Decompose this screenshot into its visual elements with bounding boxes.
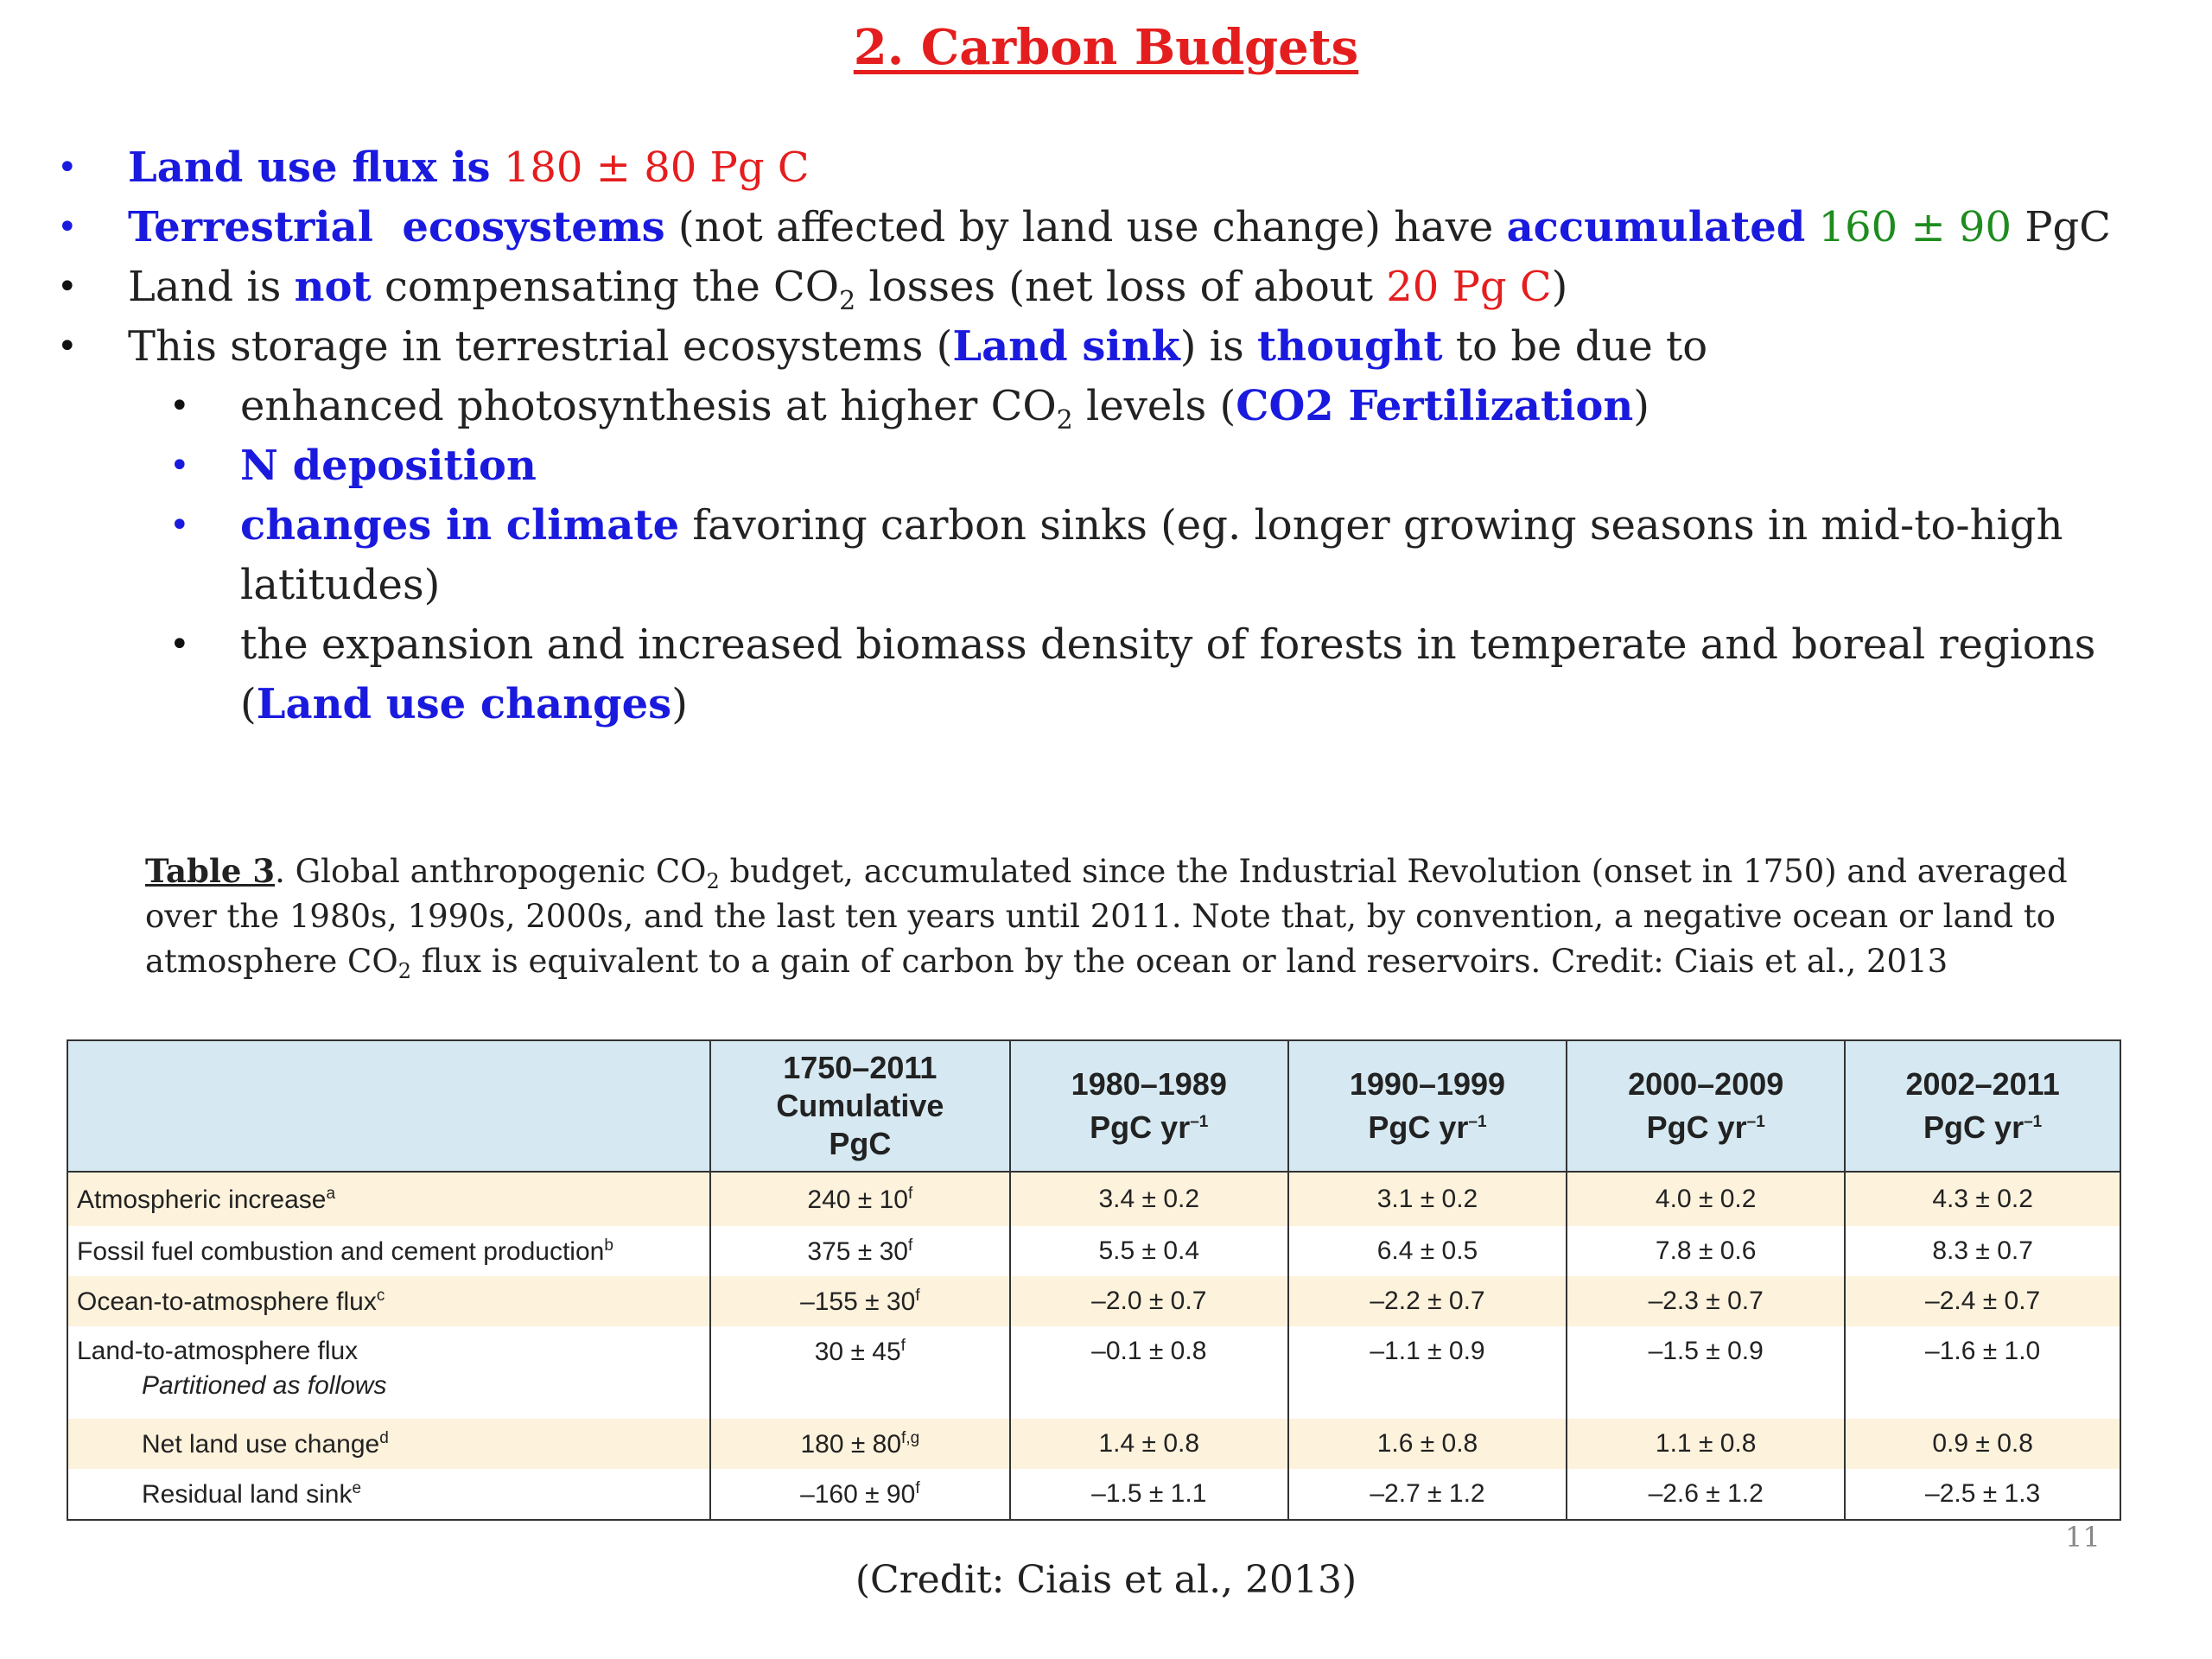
- row-label: Net land use change$^d$: [67, 1419, 710, 1469]
- bullet-text-bold: thought: [1256, 322, 1443, 371]
- bullet-text-bold: Terrestrial ecosystems: [128, 203, 665, 251]
- credit-line: (Credit: Ciais et al., 2013): [855, 1558, 1357, 1602]
- table-cell: –2.0 ± 0.7: [1010, 1276, 1288, 1326]
- land-use-flux-value: 180 ± 80 Pg C: [503, 143, 810, 192]
- table-cell: 5.5 ± 0.4: [1010, 1226, 1288, 1276]
- page-number: 11: [2065, 1521, 2101, 1554]
- bullet-dot: •: [169, 625, 190, 664]
- caption-text: . Global anthropogenic CO: [275, 853, 707, 890]
- row-label: Residual land sink$^e$: [142, 1478, 362, 1509]
- table-row: [67, 1469, 2120, 1520]
- row-label: Land-to-atmosphere flux Partitioned as follows: [67, 1326, 710, 1419]
- table-cell: –2.5 ± 1.3: [1845, 1469, 2120, 1520]
- table-cell: 8.3 ± 0.7: [1845, 1226, 2120, 1276]
- slide-title: 2. Carbon Budgets: [853, 19, 1359, 76]
- table-cell: 4.3 ± 0.2: [1845, 1172, 2120, 1226]
- table-cell: –1.5 ± 1.1: [1010, 1469, 1288, 1520]
- bullet-text: (not affected by land use change) have: [664, 203, 1507, 251]
- subbullet-n-deposition: [0, 436, 2107, 496]
- caption-text: budget, accumulated since the Industrial Revolution (onset in 1750) and averaged over the 1980s, 1990s, 2000s, and the last ten years until 2011. Note that, by convention, a negative ocean or land to atmosphere CO: [145, 853, 2078, 980]
- table-cell: –2.4 ± 0.7: [1845, 1276, 2120, 1326]
- header-1980-1989: 1980–1989 PgC $yr^{-1}$: [1010, 1040, 1288, 1172]
- bullet-dot: •: [57, 207, 78, 247]
- bullet-dot: •: [57, 148, 78, 188]
- bullet-text: PgC: [2012, 203, 2112, 251]
- subscript: 2: [397, 959, 411, 983]
- bullet-text: ): [671, 680, 688, 728]
- table-cell: –0.1 ± 0.8: [1010, 1326, 1288, 1419]
- bullet-text-bold: accumulated: [1506, 203, 1806, 251]
- bullet-text: Land is: [128, 263, 295, 311]
- table-cell: 1.6 ± 0.8: [1288, 1419, 1567, 1469]
- bullet-dot: •: [169, 446, 190, 486]
- table-row: [67, 1172, 2120, 1226]
- bullet-text: the expansion and increased biomass density of forests in temperate and boreal regions (: [240, 620, 2096, 728]
- table-cell: $180 \pm 80^{f,g}$: [710, 1419, 1010, 1469]
- table-cell: $240 \pm 10^f$: [710, 1172, 1010, 1226]
- header-1990-1999: 1990–1999 PgC $yr^{-1}$: [1288, 1040, 1567, 1172]
- table-cell: $-160 \pm 90^f$: [710, 1469, 1010, 1520]
- table-cell: 6.4 ± 0.5: [1288, 1226, 1567, 1276]
- header-2002-2011: 2002–2011 PgC $yr^{-1}$: [1845, 1040, 2120, 1172]
- table-cell: 0.9 ± 0.8: [1845, 1419, 2120, 1469]
- subbullet-climate-changes: [0, 496, 2107, 615]
- bullet-text-bold: Land sink: [952, 322, 1180, 371]
- table-cell: 7.8 ± 0.6: [1567, 1226, 1845, 1276]
- bullet-text: ): [1633, 382, 1649, 430]
- bullet-text: ) is: [1179, 322, 1257, 371]
- table-cell: –2.7 ± 1.2: [1288, 1469, 1567, 1520]
- table-row: [67, 1276, 2120, 1326]
- table-cell: –1.6 ± 1.0: [1845, 1326, 2120, 1419]
- table-cell: –1.5 ± 0.9: [1567, 1326, 1845, 1419]
- table-cell: 1.4 ± 0.8: [1010, 1419, 1288, 1469]
- table-cell: –1.1 ± 0.9: [1288, 1326, 1567, 1419]
- row-label: Ocean-to-atmosphere flux$^c$: [67, 1276, 710, 1326]
- table-cell: –2.2 ± 0.7: [1288, 1276, 1567, 1326]
- bullet-dot: •: [169, 386, 190, 426]
- bullet-text: enhanced photosynthesis at higher CO: [240, 382, 1057, 430]
- bullet-text-bold: N deposition: [240, 442, 537, 490]
- bullet-land-use-flux: [0, 138, 2212, 198]
- table-cell: –2.3 ± 0.7: [1567, 1276, 1845, 1326]
- caption-text: flux is equivalent to a gain of carbon by the ocean or land reservoirs. Credit: Ciais et al., 2013: [410, 943, 1948, 980]
- table-cell: 1.1 ± 0.8: [1567, 1419, 1845, 1469]
- header-2000-2009: 2000–2009 PgC $yr^{-1}$: [1567, 1040, 1845, 1172]
- bullet-text: This storage in terrestrial ecosystems (: [128, 322, 953, 371]
- subscript: 2: [1056, 405, 1073, 435]
- header-blank: [67, 1040, 710, 1172]
- caption-label: Table 3: [145, 852, 276, 890]
- bullet-text: levels (: [1072, 382, 1236, 430]
- bullet-land-not-compensating: [0, 257, 2212, 317]
- subscript: 2: [706, 869, 720, 893]
- bullet-list: [0, 138, 2212, 734]
- table-cell: 4.0 ± 0.2: [1567, 1172, 1845, 1226]
- bullet-text: losses (net loss of about: [855, 263, 1387, 311]
- table-caption: [145, 849, 2078, 984]
- bullet-text-bold: CO2 Fertilization: [1236, 382, 1634, 430]
- subbullet-forest-expansion: [0, 615, 2107, 734]
- bullet-text: ): [1551, 263, 1568, 311]
- bullet-text-bold: not: [294, 263, 372, 311]
- bullet-dot: •: [57, 327, 78, 366]
- table-cell: $375 \pm 30^f$: [710, 1226, 1010, 1276]
- table-cell: 3.4 ± 0.2: [1010, 1172, 1288, 1226]
- carbon-budget-table: [67, 1039, 2121, 1521]
- bullet-text: favoring carbon sinks (eg. longer growing seasons in mid-to-high latitudes): [240, 501, 2076, 609]
- bullet-text-bold: Land use flux is: [128, 143, 491, 192]
- table-cell: $30 \pm 45^f$: [710, 1326, 1010, 1419]
- subbullet-co2-fertilization: [0, 377, 2107, 436]
- table-cell: $-155 \pm 30^f$: [710, 1276, 1010, 1326]
- bullet-text-bold: changes in climate: [240, 501, 680, 550]
- table-cell: –2.6 ± 1.2: [1567, 1469, 1845, 1520]
- table-row: [67, 1419, 2120, 1469]
- subscript: 2: [839, 286, 856, 316]
- header-1750-2011: 1750–2011 Cumulative PgC: [710, 1040, 1010, 1172]
- bullet-text-bold: Land use changes: [256, 680, 672, 728]
- bullet-text: compensating the CO: [371, 263, 840, 311]
- accumulated-value: 160 ± 90: [1805, 203, 2012, 251]
- row-sublabel: Partitioned as follows: [142, 1371, 387, 1400]
- bullet-terrestrial-ecosystems: [0, 198, 2212, 257]
- bullet-text: to be due to: [1442, 322, 1708, 371]
- row-label: Atmospheric increase$^a$: [67, 1172, 710, 1226]
- table-header-row: [67, 1040, 2120, 1172]
- table-row: [67, 1326, 2120, 1419]
- bullet-dot: •: [169, 505, 190, 545]
- table-row: [67, 1226, 2120, 1276]
- bullet-storage: [0, 317, 2212, 377]
- table-cell: 3.1 ± 0.2: [1288, 1172, 1567, 1226]
- net-loss-value: 20 Pg C: [1386, 263, 1552, 311]
- bullet-dot: •: [57, 267, 78, 307]
- row-label: Fossil fuel combustion and cement production$^b$: [77, 1236, 613, 1266]
